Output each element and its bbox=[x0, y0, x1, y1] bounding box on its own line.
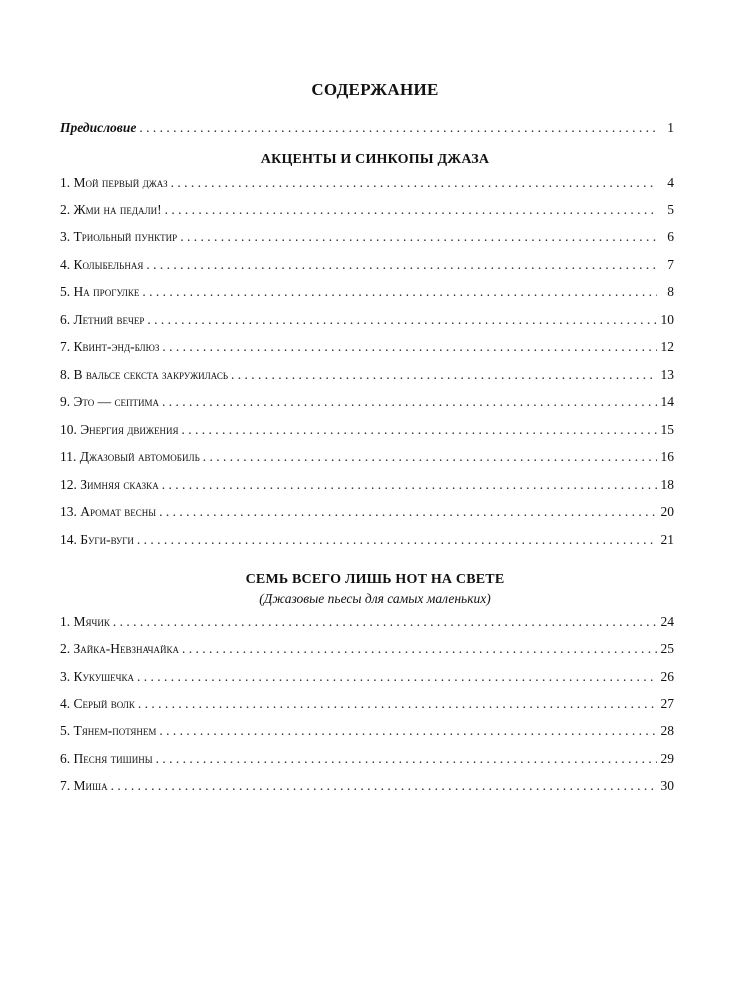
toc-entry-label: 12. Зимняя сказка bbox=[60, 477, 159, 492]
dot-leader bbox=[171, 173, 657, 193]
toc-entry-label: 7. Квинт-энд-блюз bbox=[60, 339, 160, 354]
toc-entry-page: 4 bbox=[667, 175, 674, 190]
toc-entry[interactable] bbox=[60, 749, 674, 769]
toc-entry[interactable] bbox=[60, 475, 674, 495]
dot-leader bbox=[156, 749, 657, 769]
toc-entry-label: 1. Мой первый джаз bbox=[60, 175, 168, 190]
dot-leader bbox=[162, 392, 657, 412]
toc-entry-label: 11. Джазовый автомобиль bbox=[60, 449, 200, 464]
toc-entry-label: 3. Кукушечка bbox=[60, 669, 134, 684]
toc-entry-label: 2. Зайка-Невзначайка bbox=[60, 641, 180, 656]
toc-entry[interactable] bbox=[60, 502, 674, 522]
toc-entry[interactable] bbox=[60, 337, 674, 357]
toc-entry-page: 15 bbox=[660, 422, 674, 437]
section-subheading: (Джазовые пьесы для самых маленьких) bbox=[259, 591, 491, 606]
toc-entry-page: 20 bbox=[660, 504, 674, 519]
dot-leader bbox=[162, 475, 657, 495]
toc-entry-label: 4. Серый волк bbox=[60, 696, 135, 711]
toc-entry-label: 4. Колыбельная bbox=[60, 257, 144, 272]
toc-entry-label: 2. Жми на педали! bbox=[60, 202, 162, 217]
page-title: СОДЕРЖАНИЕ bbox=[311, 80, 439, 99]
toc-entry-label: 13. Аромат весны bbox=[60, 504, 157, 519]
toc-entry-page: 10 bbox=[660, 312, 674, 327]
toc-entry[interactable] bbox=[60, 694, 674, 714]
toc-entry-page: 30 bbox=[660, 778, 674, 793]
toc-entry[interactable] bbox=[60, 173, 674, 193]
toc-entry-label: 10. Энергия движения bbox=[60, 422, 179, 437]
toc-entry-page: 12 bbox=[660, 339, 674, 354]
toc-entry[interactable] bbox=[60, 420, 674, 440]
toc-entry-page: 25 bbox=[660, 641, 674, 656]
toc-entry-label: 9. Это — септима bbox=[60, 394, 160, 409]
toc-entry[interactable] bbox=[60, 447, 674, 467]
dot-leader bbox=[165, 200, 657, 220]
toc-entry-label: 6. Песня тишины bbox=[60, 751, 153, 766]
toc-entry-label: 5. На прогулке bbox=[60, 284, 140, 299]
dot-leader bbox=[159, 721, 657, 741]
toc-entry-label: 3. Триольный пунктир bbox=[60, 229, 178, 244]
dot-leader bbox=[203, 447, 657, 467]
toc-entry[interactable] bbox=[60, 639, 674, 659]
toc-entry[interactable] bbox=[60, 530, 674, 550]
toc-entry-label: Предисловие bbox=[60, 120, 137, 135]
toc-entry-page: 5 bbox=[667, 202, 674, 217]
toc-entry[interactable] bbox=[60, 227, 674, 247]
dot-leader bbox=[146, 255, 657, 275]
toc-entry-page: 13 bbox=[660, 367, 674, 382]
dot-leader bbox=[142, 282, 657, 302]
toc-entry[interactable] bbox=[60, 667, 674, 687]
dot-leader bbox=[139, 118, 657, 138]
toc-entry[interactable] bbox=[60, 776, 674, 796]
dot-leader bbox=[180, 227, 657, 247]
toc-entry-label: 6. Летний вечер bbox=[60, 312, 145, 327]
toc-entry-page: 6 bbox=[667, 229, 674, 244]
toc-entry-page: 14 bbox=[660, 394, 674, 409]
toc-entry-label: 5. Тянем-потянем bbox=[60, 723, 157, 738]
toc-entry[interactable] bbox=[60, 255, 674, 275]
toc-entry[interactable] bbox=[60, 392, 674, 412]
dot-leader bbox=[162, 337, 657, 357]
toc-entry-page: 28 bbox=[660, 723, 674, 738]
toc-entry-page: 8 bbox=[667, 284, 674, 299]
dot-leader bbox=[137, 667, 657, 687]
toc-entry-page: 21 bbox=[660, 532, 674, 547]
section-heading: АКЦЕНТЫ И СИНКОПЫ ДЖАЗА bbox=[260, 152, 490, 167]
dot-leader bbox=[138, 694, 657, 714]
dot-leader bbox=[147, 310, 657, 330]
toc-entry[interactable] bbox=[60, 310, 674, 330]
dot-leader bbox=[231, 365, 657, 385]
toc-entry-label: 7. Миша bbox=[60, 778, 108, 793]
toc-entry-page: 27 bbox=[660, 696, 674, 711]
dot-leader bbox=[111, 776, 657, 796]
toc-entry-page: 24 bbox=[660, 614, 674, 629]
toc-entry[interactable] bbox=[60, 365, 674, 385]
toc-entry[interactable] bbox=[60, 200, 674, 220]
toc-entry-label: 1. Мячик bbox=[60, 614, 110, 629]
toc-entry-label: 14. Буги-вуги bbox=[60, 532, 134, 547]
section-heading: СЕМЬ ВСЕГО ЛИШЬ НОТ НА СВЕТЕ bbox=[245, 572, 505, 587]
toc-entry-page: 29 bbox=[660, 751, 674, 766]
toc-entry[interactable] bbox=[60, 721, 674, 741]
dot-leader bbox=[113, 612, 657, 632]
toc-entry-page: 1 bbox=[667, 120, 674, 135]
dot-leader bbox=[159, 502, 657, 522]
dot-leader bbox=[181, 420, 657, 440]
toc-entry[interactable] bbox=[60, 612, 674, 632]
toc-entry-preface[interactable] bbox=[60, 118, 674, 138]
toc-entry-page: 26 bbox=[660, 669, 674, 684]
dot-leader bbox=[137, 530, 657, 550]
toc-entry-label: 8. В вальсе секста закружилась bbox=[60, 367, 228, 382]
toc-entry-page: 18 bbox=[660, 477, 674, 492]
toc-entry-page: 16 bbox=[660, 449, 674, 464]
dot-leader bbox=[182, 639, 657, 659]
toc-entry-page: 7 bbox=[667, 257, 674, 272]
toc-entry[interactable] bbox=[60, 282, 674, 302]
